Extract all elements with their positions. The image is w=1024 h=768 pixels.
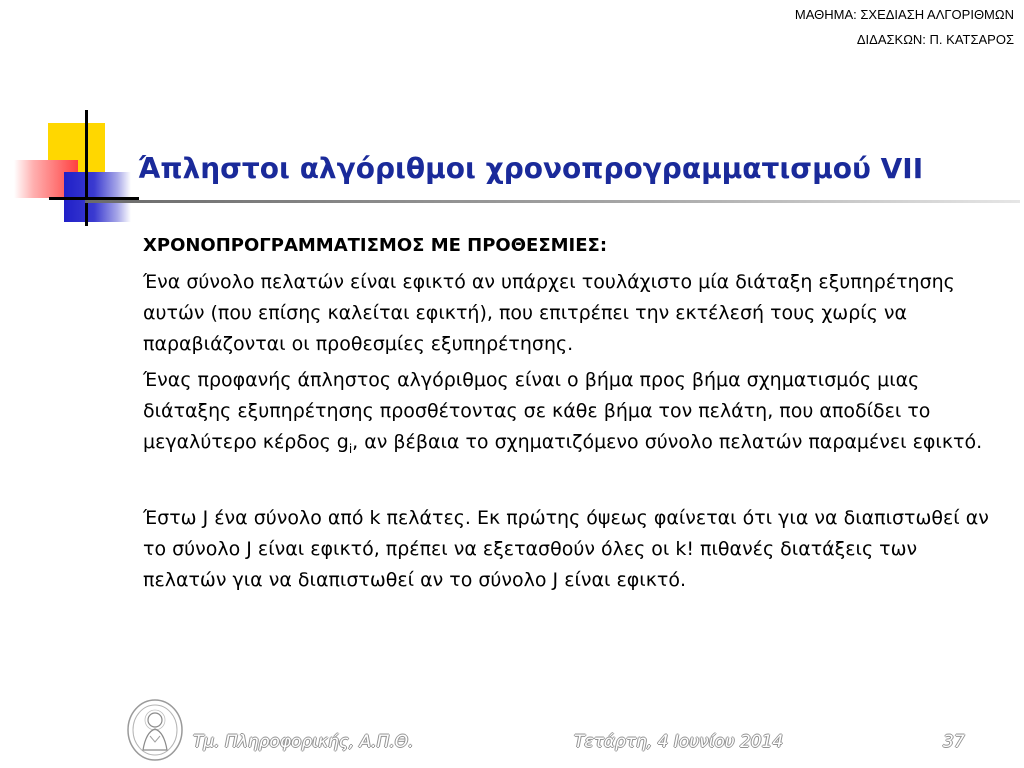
paragraph-spacer — [143, 470, 1003, 503]
footer-page-number: 37 — [943, 732, 965, 752]
paragraph-feasible-set: Ένα σύνολο πελατών είναι εφικτό αν υπάρχει τουλάχιστο μία διάταξη εξυπηρέτησης αυτών (που επίσης καλείται εφικτή), που επιτρέπει την εκτέλεσή τους χωρίς να παραβιάζονται οι προθεσμίες εξυπηρέτησης. — [143, 271, 955, 355]
slide-title: Άπληστοι αλγόριθμοι χρονοπρογραμματισμού VII — [138, 152, 924, 185]
paragraph-greedy-algorithm — [143, 365, 1003, 465]
instructor-header: ΔΙΔΑΣΚΩΝ: Π. ΚΑΤΣΑΡΟΣ — [856, 32, 1014, 47]
paragraph-greedy-text-b: , αν βέβαια το σχηματιζόμενο σύνολο πελατών παραμένει εφικτό. — [352, 431, 983, 453]
title-divider — [85, 200, 1020, 203]
course-header: ΜΑΘΗΜΑ: ΣΧΕΔΙΑΣΗ ΑΛΓΟΡΙΘΜΩΝ — [794, 7, 1014, 22]
decor-vertical-line — [85, 110, 88, 226]
paragraph-set-j: Έστω J ένα σύνολο από k πελάτες. Εκ πρώτης όψεως φαίνεται ότι για να διαπιστωθεί αν το σύνολο J είναι εφικτό, πρέπει να εξετασθούν όλες οι k! πιθανές διατάξεις των πελατών για να διαπιστωθεί αν το σύνολο J είναι εφικτό. — [143, 506, 989, 591]
paragraph-greedy-text-a: Ένας προφανής άπληστος αλγόριθμος είναι ο βήμα προς βήμα σχηματισμός μιας διάταξης εξυπηρέτησης προσθέτοντας σε κάθε βήμα τον πελάτη, που αποδίδει το μεγαλύτερο κέρδος g — [143, 369, 931, 453]
footer-department: Τμ. Πληροφορικής, Α.Π.Θ. — [193, 732, 414, 752]
section-heading: ΧΡΟΝΟΠΡΟΓΡΑΜΜΑΤΙΣΜΟΣ ΜΕ ΠΡΟΘΕΣΜΙΕΣ: — [143, 235, 608, 256]
footer-date: Τετάρτη, 4 Ιουνίου 2014 — [574, 732, 784, 752]
university-seal-icon — [126, 698, 184, 762]
subscript-i: i — [348, 441, 353, 456]
slide-body — [143, 230, 1003, 601]
